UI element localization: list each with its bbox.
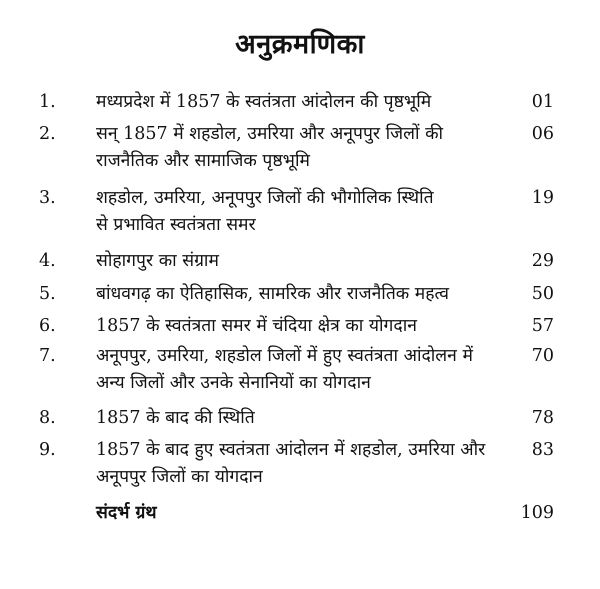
entry-page-number: 19 [531, 188, 554, 208]
entry-page-number: 78 [531, 408, 554, 428]
entry-page-number: 01 [531, 92, 554, 112]
entry-title-line: 1857 के बाद हुए स्वतंत्रता आंदोलन में शहडोल, उमरिया और [96, 440, 486, 460]
entry-title-line: अनूपपुर जिलों का योगदान [96, 467, 263, 487]
entry-number: 9. [39, 440, 56, 460]
entry-title-line: बांधवगढ़ का ऐतिहासिक, सामरिक और राजनैतिक महत्व [96, 284, 449, 304]
entry-title [96, 500, 516, 527]
entry-title-line: 1857 के स्वतंत्रता समर में चंदिया क्षेत्र का योगदान [96, 316, 417, 336]
entry-title-line: सोहागपुर का संग्राम [96, 251, 219, 271]
entry-title-line: राजनैतिक और सामाजिक पृष्ठभूमि [96, 151, 310, 171]
entry-title [96, 343, 516, 397]
entry-title [96, 248, 516, 275]
entry-number: 6. [39, 316, 56, 336]
entry-title-line: 1857 के बाद की स्थिति [96, 408, 255, 428]
entry-page-number: 06 [531, 124, 554, 144]
entry-title [96, 437, 516, 491]
entry-title [96, 281, 516, 308]
entry-page-number: 83 [531, 440, 554, 460]
entry-title [96, 89, 516, 116]
entry-title [96, 405, 516, 432]
entry-number: 3. [39, 188, 56, 208]
entry-page-number: 57 [531, 316, 554, 336]
entry-title [96, 313, 516, 340]
entry-number: 7. [39, 346, 56, 366]
entry-title-line: अन्य जिलों और उनके सेनानियों का योगदान [96, 373, 371, 393]
entry-title-line: मध्यप्रदेश में 1857 के स्वतंत्रता आंदोलन की पृष्ठभूमि [96, 92, 432, 112]
entry-page-number: 70 [531, 346, 554, 366]
entry-title [96, 185, 516, 239]
entry-title [96, 121, 516, 175]
entry-title-line: शहडोल, उमरिया, अनूपपुर जिलों की भौगोलिक स्थिति [96, 188, 434, 208]
entry-title-line: संदर्भ ग्रंथ [96, 503, 157, 523]
entry-number: 1. [39, 92, 56, 112]
entry-title-line: सन् 1857 में शहडोल, उमरिया और अनूपपुर जिलों की [96, 124, 444, 144]
entry-number: 4. [39, 251, 56, 271]
entry-title-line: अनूपपुर, उमरिया, शहडोल जिलों में हुए स्वतंत्रता आंदोलन में [96, 346, 473, 366]
entry-number: 2. [39, 124, 56, 144]
entry-page-number: 109 [520, 503, 554, 523]
entry-title-line: से प्रभावित स्वतंत्रता समर [96, 215, 256, 235]
entry-number: 8. [39, 408, 56, 428]
page-title: अनुक्रमणिका [235, 29, 365, 60]
entry-page-number: 29 [531, 251, 554, 271]
entry-number: 5. [39, 284, 56, 304]
entry-page-number: 50 [531, 284, 554, 304]
